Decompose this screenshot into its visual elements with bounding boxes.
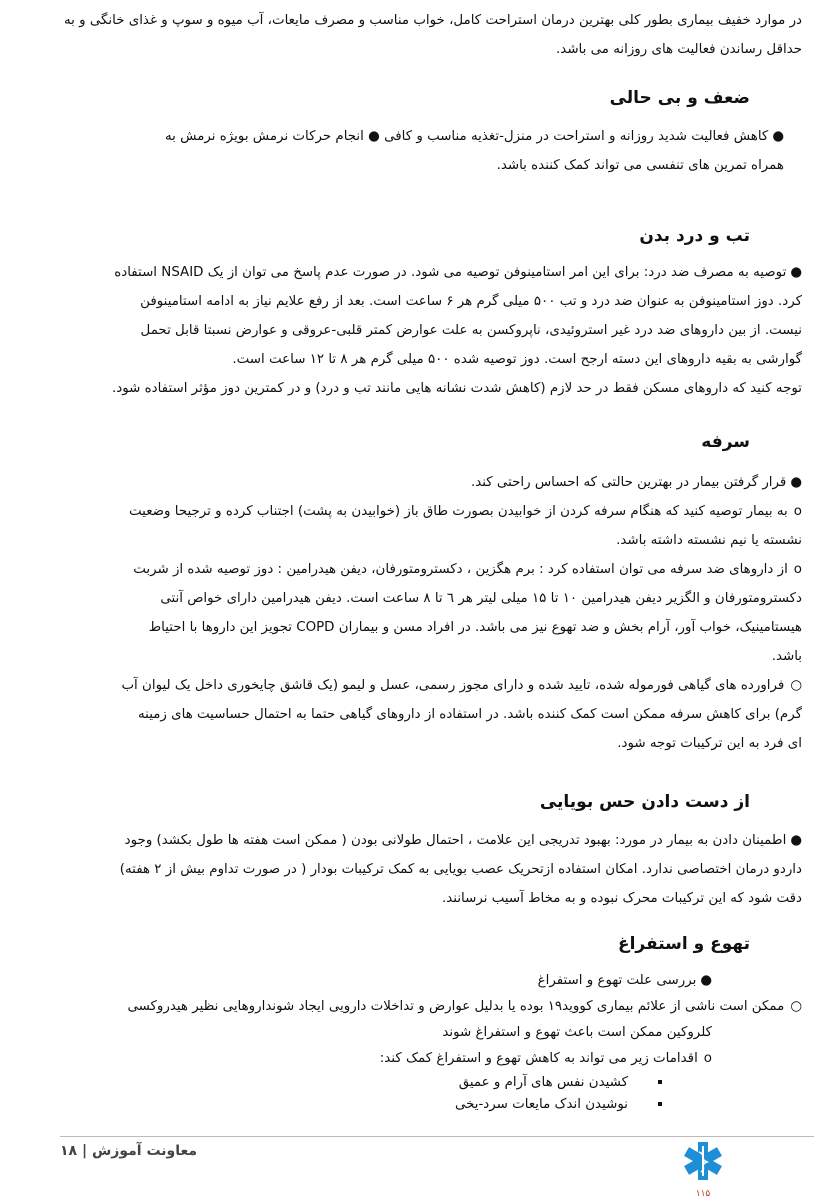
- cough-list: [32, 468, 802, 758]
- bullet-icon: ●: [790, 833, 802, 848]
- nausea-list: [32, 968, 802, 1116]
- fever-line-5: توجه کنید که داروهای مسکن فقط در حد لازم (کاهش شدت نشانه هایی مانند تب و درد) و در کمترین دوز مؤثر استفاده شود.: [112, 381, 802, 396]
- cough-item-3-cont-3: باشد.: [771, 649, 802, 664]
- fever-line-2: کرد. دوز استامینوفن به عنوان ضد درد و تب ۵۰۰ میلی گرم هر ۶ ساعت است. بعد از رفع علایم نیاز به ادامه استامینوفن: [140, 294, 802, 309]
- heading-cough: سرفه: [701, 432, 750, 452]
- nausea-subitem-1: کشیدن نفس های آرام و عمیق: [32, 1072, 662, 1094]
- nausea-item-3: oاقدامات زیر می تواند به کاهش تهوع و استفراغ کمک کند:: [379, 1051, 712, 1066]
- cough-item-4-cont-2: ای فرد به این ترکیبات توجه شود.: [617, 736, 802, 751]
- cough-item-4: ○فراورده های گیاهی فورموله شده، تایید شده و دارای مجوز رسمی، عسل و لیمو (یک قاشق چایخوری داخل یک لیوان آب: [121, 678, 802, 693]
- weakness-line-2: همراه تمرین های تنفسی می تواند کمک کننده باشد.: [496, 158, 784, 173]
- bullet-icon: ●: [772, 129, 784, 144]
- heading-fever-body-pain: تب و درد بدن: [639, 226, 750, 246]
- fever-line-1: [32, 258, 802, 287]
- weakness-line-1: [84, 122, 784, 151]
- bullet-icon: ●: [790, 265, 802, 280]
- nausea-subitem-2: نوشیدن اندک مایعات سرد-یخی: [32, 1094, 662, 1116]
- bullet-icon: ●: [790, 475, 802, 490]
- logo-number: ۱۱۵: [695, 1189, 711, 1199]
- cough-item-3-cont-2: هیستامینیک، خواب آور، آرام بخش و ضد تهوع نیز می باشد. در افراد مسن و بیماران COPD تجویز این داروها با احتیاط: [148, 620, 802, 635]
- smell-line-2: داردو درمان اختصاصی ندارد. امکان استفاده ازتحریک عصب بویایی به کمک ترکیبات بودار ( در صورت تداوم بیش از ۲ هفته): [119, 862, 802, 877]
- smell-line-1: ●اطمینان دادن به بیمار در مورد: بهبود تدریجی این علامت ، احتمال طولانی بودن ( ممکن است هفته ها طول بکشد) وجود: [124, 833, 802, 848]
- circle-bullet-icon: o: [703, 1051, 712, 1066]
- nausea-item-2: ○ممکن است ناشی از علائم بیماری کووید۱۹ بوده یا بدلیل عوارض و تداخلات دارویی ایجاد شونداروهایی نظیر هیدروکسی: [127, 999, 802, 1014]
- circle-bullet-icon: ○: [790, 999, 802, 1014]
- circle-bullet-icon: ○: [790, 678, 802, 693]
- nausea-item-1: ●بررسی علت تهوع و استفراغ: [537, 973, 712, 988]
- cough-item-2: oبه بیمار توصیه کنید که هنگام سرفه کردن از خوابیدن بصورت طاق باز (خوابیدن به پشت) اجتناب کرده و ترجیحا وضعیت: [129, 504, 802, 519]
- cough-item-3-cont-1: دکسترومتورفان و الگزیر دیفن هیدرامین ۱۰ تا ۱۵ میلی لیتر هر ٦ تا ۸ ساعت است. دیفن هیدرامین دارای خواص آنتی: [160, 591, 802, 606]
- heading-loss-of-smell: از دست دادن حس بویایی: [539, 792, 750, 812]
- fever-text-1: توصیه به مصرف ضد درد: برای این امر استامینوفن توصیه می شود. در صورت عدم پاسخ می توان از یک NSAID استفاده: [114, 265, 787, 280]
- intro-line-1: در موارد خفیف بیماری بطور کلی بهترین درمان استراحت کامل، خواب مناسب و مصرف مایعات، آب میوه و سوپ و غذای خانگی و به: [63, 13, 802, 28]
- cough-item-2-cont: نشسته یا نیم نشسته داشته باشد.: [616, 533, 802, 548]
- intro-line-2: حداقل رساندن فعالیت های روزانه می باشد.: [556, 42, 802, 57]
- cough-item-1: ●قرار گرفتن بیمار در بهترین حالتی که احساس راحتی کند.: [470, 475, 802, 490]
- smell-paragraph: [32, 826, 802, 913]
- intro-paragraph: [32, 6, 802, 64]
- footer-page-label: معاونت آموزش | ۱۸: [60, 1143, 198, 1159]
- smell-line-3: دقت شود که این ترکیبات محرک نبوده و به مخاط آسیب نرسانند.: [442, 891, 802, 906]
- heading-nausea-vomiting: تهوع و استفراغ: [617, 934, 750, 954]
- heading-weakness: ضعف و بی حالی: [609, 88, 750, 108]
- fever-line-3: نیست. از بین داروهای ضد درد غیر استروئیدی، ناپروکسن به علت عوارض کمتر قلبی-عروقی و عوارض نسبتا قابل تحمل: [140, 323, 802, 338]
- cough-item-4-cont-1: گرم) برای کاهش سرفه ممکن است کمک کننده باشد. در استفاده از داروهای گیاهی حتما به احتمال حساسیت های زمینه: [137, 707, 802, 722]
- weakness-text-1: کاهش فعالیت شدید روزانه و استراحت در منزل-تغذیه مناسب و کافی ● انجام حرکات نرمش بویژه نرمش به: [165, 129, 769, 144]
- footer-divider: [60, 1136, 814, 1137]
- circle-bullet-icon: o: [793, 504, 802, 519]
- star-of-life-logo: [672, 1138, 734, 1200]
- weakness-paragraph: [84, 122, 784, 180]
- circle-bullet-icon: o: [793, 562, 802, 577]
- bullet-icon: ●: [700, 973, 712, 988]
- square-bullet-icon: [658, 1080, 662, 1084]
- cough-item-3: oاز داروهای ضد سرفه می توان استفاده کرد : برم هگزین ، دکسترومتورفان، دیفن هیدرامین : دوز توصیه شده از شربت: [133, 562, 802, 577]
- fever-paragraph: [32, 258, 802, 403]
- fever-line-4: گوارشی به بقیه داروهای این دسته ارجح است. دوز توصیه شده ۵۰۰ میلی گرم هر ۸ تا ۱۲ ساعت است.: [232, 352, 802, 367]
- nausea-item-2-cont: کلروکین ممکن است باعث تهوع و استفراغ شوند: [442, 1025, 712, 1040]
- square-bullet-icon: [658, 1102, 662, 1106]
